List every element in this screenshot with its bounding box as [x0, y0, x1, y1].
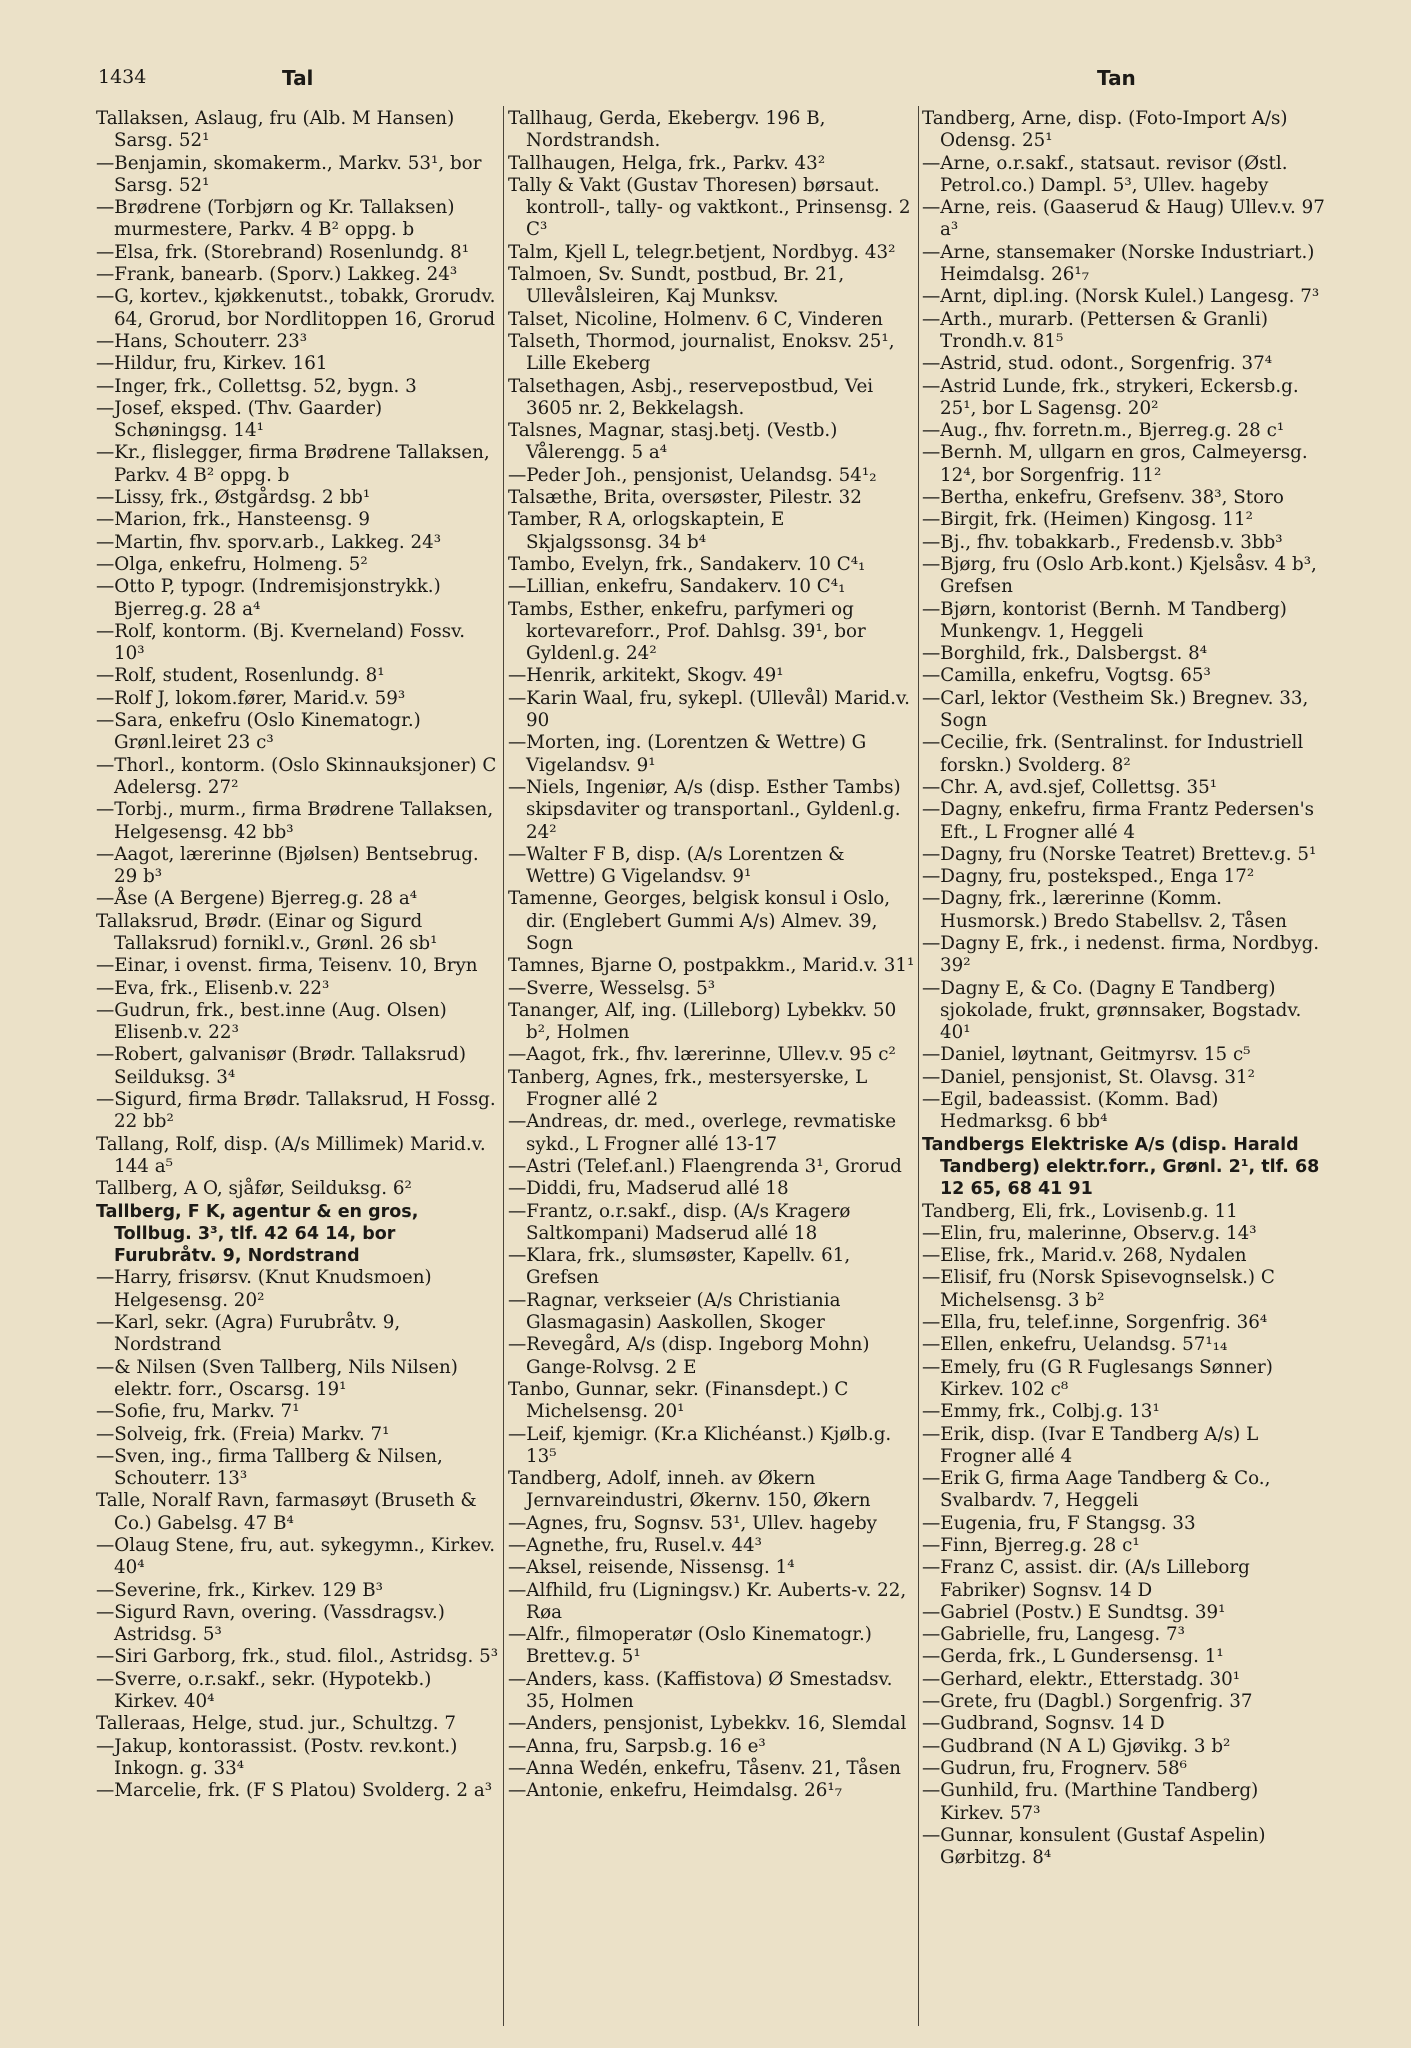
- directory-entry: —Camilla, enkefru, Vogtsg. 65³: [922, 665, 1211, 687]
- directory-entry: —Arth., murarb. (Pettersen & Granli) Trondh.v. 81⁵: [922, 308, 1268, 352]
- directory-entry: Tambs, Esther, enkefru, parfymeri og kortevareforr., Prof. Dahlsg. 39¹, bor Gyldenl.g. 24²: [508, 598, 866, 665]
- directory-entry: Talsethagen, Asbj., reservepostbud, Vei 3605 nr. 2, Bekkelagsh.: [508, 375, 874, 419]
- directory-entry: —Siri Garborg, frk., stud. filol., Astridsg. 5³: [96, 1646, 499, 1668]
- directory-entry: —Franz C, assist. dir. (A/s Lilleborg Fabriker) Sognsv. 14 D: [922, 1557, 1250, 1601]
- directory-entry: —Peder Joh., pensjonist, Uelandsg. 54¹₂: [508, 464, 877, 486]
- directory-entry: Tallhaugen, Helga, frk., Parkv. 43²: [508, 152, 826, 174]
- directory-entry: —Anna Wedén, enkefru, Tåsenv. 21, Tåsen: [508, 1757, 901, 1779]
- directory-entry: —Jakup, kontorassist. (Postv. rev.kont.) Inkogn. g. 33⁴: [96, 1735, 458, 1779]
- column-divider: [503, 106, 504, 2026]
- directory-entry: —Dagny E, & Co. (Dagny E Tandberg) sjokolade, frukt, grønnsaker, Bogstadv. 40¹: [922, 977, 1302, 1044]
- directory-entry: —Aagot, lærerinne (Bjølsen) Bentsebrug. 29 b³: [96, 843, 479, 888]
- directory-entry: —Gerhard, elektr., Etterstadg. 30¹: [922, 1668, 1241, 1690]
- column-1: [96, 108, 501, 2028]
- directory-entry: —Gudbrand (N A L) Gjøvikg. 3 b²: [922, 1735, 1231, 1757]
- directory-entry: —Cecilie, frk. (Sentralinst. for Industriell forskn.) Svolderg. 8²: [922, 732, 1304, 776]
- directory-entry: —Lillian, enkefru, Sandakerv. 10 C⁴₁: [508, 576, 846, 598]
- directory-entry: —Astrid, stud. odont., Sorgenfrig. 37⁴: [922, 353, 1273, 375]
- directory-entry: Talseth, Thormod, journalist, Enoksv. 25¹, Lille Ekeberg: [508, 330, 895, 375]
- directory-entry: —Gabrielle, fru, Langesg. 7³: [922, 1624, 1185, 1646]
- directory-entry: —Martin, fhv. sporv.arb., Lakkeg. 24³: [96, 531, 442, 553]
- directory-entry: —Solveig, frk. (Freia) Markv. 7¹: [96, 1423, 390, 1445]
- directory-entry: —Gudbrand, Sognsv. 14 D: [922, 1713, 1165, 1735]
- directory-entry: Talleraas, Helge, stud. jur., Schultzg. 7: [96, 1713, 456, 1735]
- directory-entry: —Ella, fru, telef.inne, Sorgenfrig. 36⁴: [922, 1312, 1268, 1334]
- directory-entry: —Frank, banearb. (Sporv.) Lakkeg. 24³: [96, 264, 458, 286]
- directory-entry: —Harry, frisørsv. (Knut Knudsmoen) Helgesensg. 20²: [96, 1267, 432, 1311]
- directory-entry: —Severine, frk., Kirkev. 129 B³: [96, 1579, 383, 1601]
- directory-entry: —Andreas, dr. med., overlege, revmatiske sykd., L Frogner allé 13-17: [508, 1111, 897, 1155]
- directory-entry: —Arne, reis. (Gaaserud & Haug) Ullev.v. 97 a³: [922, 197, 1325, 241]
- directory-entry: Tallhaug, Gerda, Ekebergv. 196 B, Nordstrandsh.: [508, 108, 826, 152]
- directory-entry: —Niels, Ingeniør, A/s (disp. Esther Tambs) skipsdaviter og transportanl., Gyldenl.g. 24²: [508, 776, 901, 843]
- directory-entry: —Anna, fru, Sarpsb.g. 16 e³: [508, 1735, 766, 1757]
- directory-entry: —Torbj., murm., firma Brødrene Tallaksen, Helgesensg. 42 bb³: [96, 799, 494, 843]
- column-divider: [918, 106, 919, 2026]
- directory-entry: —Frantz, o.r.sakf., disp. (A/s Kragerø Saltkompani) Madserud allé 18: [508, 1200, 851, 1244]
- directory-entry: —Brødrene (Torbjørn og Kr. Tallaksen) murmestere, Parkv. 4 B² oppg. b: [96, 197, 455, 241]
- directory-entry: —Morten, ing. (Lorentzen & Wettre) G Vigelandsv. 9¹: [508, 732, 867, 776]
- directory-entry: —Birgit, frk. (Heimen) Kingosg. 11²: [922, 509, 1253, 531]
- directory-entry: —Gunnar, konsulent (Gustaf Aspelin) Gørbitzg. 8⁴: [922, 1824, 1266, 1869]
- directory-entry: —G, kortev., kjøkkenutst., tobakk, Grorudv. 64, Grorud, bor Nordlitoppen 16, Grorud: [96, 286, 496, 330]
- directory-entry: —Erik G, firma Aage Tandberg & Co., Svalbardv. 7, Heggeli: [922, 1468, 1271, 1512]
- directory-entry: Tallaksrud, Brødr. (Einar og Sigurd Tallaksrud) fornikl.v., Grønl. 26 sb¹: [96, 910, 438, 954]
- directory-entry: —Eugenia, fru, F Stangsg. 33: [922, 1512, 1196, 1534]
- directory-entry: —Antonie, enkefru, Heimdalsg. 26¹₇: [508, 1780, 843, 1802]
- directory-entry: —Rolf, student, Rosenlundg. 8¹: [96, 665, 385, 687]
- directory-entry: Tananger, Alf, ing. (Lilleborg) Lybekkv. 50 b², Holmen: [508, 999, 897, 1044]
- directory-entry: —Sara, enkefru (Oslo Kinematogr.) Grønl.leiret 23 c³: [96, 710, 421, 754]
- directory-entry: Talset, Nicoline, Holmenv. 6 C, Vinderen: [508, 308, 883, 330]
- directory-entry: —Bjørn, kontorist (Bernh. M Tandberg) Munkengv. 1, Heggeli: [922, 598, 1287, 642]
- directory-entry: —Dagny, enkefru, firma Frantz Pedersen's Eft., L Frogner allé 4: [922, 799, 1315, 843]
- directory-entry: Tandberg, Arne, disp. (Foto-Import A/s) Odensg. 25¹: [922, 108, 1288, 152]
- directory-entry: —Olga, enkefru, Holmeng. 5²: [96, 553, 368, 575]
- directory-entry: Talle, Noralf Ravn, farmasøyt (Bruseth & Co.) Gabelsg. 47 B⁴: [96, 1490, 477, 1534]
- directory-entry: —Lissy, frk., Østgårdsg. 2 bb¹: [96, 487, 371, 509]
- directory-entry: —Marcelie, frk. (F S Platou) Svolderg. 2 a³: [96, 1780, 493, 1802]
- directory-entry: Tandbergs Elektriske A/s (disp. Harald Tandberg) elektr.forr., Grønl. 2¹, tlf. 68 12 65, 68 41 91: [922, 1134, 1320, 1200]
- directory-entry: —Sverre, o.r.sakf., sekr. (Hypotekb.) Kirkev. 40⁴: [96, 1668, 432, 1713]
- directory-entry: —Dagny, frk., lærerinne (Komm. Husmorsk.) Bredo Stabellsv. 2, Tåsen: [922, 888, 1287, 932]
- directory-entry: —Sverre, Wesselsg. 5³: [508, 977, 716, 999]
- right-guide-word: Tan: [1097, 66, 1136, 90]
- directory-entry: —Daniel, løytnant, Geitmyrsv. 15 c⁵: [922, 1044, 1251, 1066]
- directory-entry: —Sofie, fru, Markv. 7¹: [96, 1401, 300, 1423]
- directory-entry: —Diddi, fru, Madserud allé 18: [508, 1178, 789, 1200]
- directory-entry: —Dagny, fru, posteksped., Enga 17²: [922, 866, 1255, 888]
- directory-entry: —Arne, o.r.sakf., statsaut. revisor (Østl. Petrol.co.) Dampl. 5³, Ullev. hageby: [922, 152, 1288, 196]
- directory-entry: —Olaug Stene, fru, aut. sykegymn., Kirkev. 40⁴: [96, 1535, 496, 1579]
- directory-entry: Tamenne, Georges, belgisk konsul i Oslo, dir. (Englebert Gummi A/s) Almev. 39, Sogn: [508, 888, 891, 954]
- directory-entry: —Karl, sekr. (Agra) Furubråtv. 9, Nordstrand: [96, 1312, 401, 1356]
- directory-entry: —Marion, frk., Hansteensg. 9: [96, 509, 370, 531]
- directory-entry: —Dagny E, frk., i nedenst. firma, Nordbyg. 39²: [922, 932, 1320, 977]
- directory-entry: —Sven, ing., firma Tallberg & Nilsen, Schouterr. 13³: [96, 1445, 443, 1490]
- directory-entry: —Astri (Telef.anl.) Flaengrenda 3¹, Grorud: [508, 1155, 902, 1177]
- directory-entry: —Elin, fru, malerinne, Observ.g. 14³: [922, 1222, 1257, 1244]
- directory-entry: Tanbo, Gunnar, sekr. (Finansdept.) C Michelsensg. 20¹: [508, 1378, 849, 1423]
- directory-entry: —Egil, badeassist. (Komm. Bad) Hedmarksg. 6 bb⁴: [922, 1089, 1219, 1133]
- directory-entry: —Gabriel (Postv.) E Sundtsg. 39¹: [922, 1601, 1226, 1623]
- directory-entry: Tally & Vakt (Gustav Thoresen) børsaut. kontroll-, tally- og vaktkont., Prinsensg. 2 C³: [508, 174, 911, 241]
- directory-entry: —Grete, fru (Dagbl.) Sorgenfrig. 37: [922, 1691, 1253, 1713]
- directory-entry: —Elsa, frk. (Storebrand) Rosenlundg. 8¹: [96, 241, 470, 263]
- directory-entry: —Einar, i ovenst. firma, Teisenv. 10, Bryn: [96, 955, 478, 977]
- directory-entry: Tallang, Rolf, disp. (A/s Millimek) Marid.v. 144 a⁵: [96, 1133, 486, 1177]
- directory-entry: Tandberg, Adolf, inneh. av Økern Jernvareindustri, Økernv. 150, Økern: [508, 1468, 871, 1512]
- directory-entry: —Borghild, frk., Dalsbergst. 8⁴: [922, 643, 1208, 665]
- directory-entry: —Agnethe, fru, Rusel.v. 44³: [508, 1535, 763, 1556]
- directory-entry: —Gerda, frk., L Gundersensg. 1¹: [922, 1646, 1224, 1668]
- page-number: 1434: [98, 66, 147, 88]
- directory-entry: —Benjamin, skomakerm., Markv. 53¹, bor Sarsg. 52¹: [96, 152, 482, 196]
- directory-entry: —Walter F B, disp. (A/s Lorentzen & Wettre) G Vigelandsv. 9¹: [508, 843, 845, 888]
- directory-entry: —Alfhild, fru (Ligningsv.) Kr. Auberts-v. 22, Røa: [508, 1579, 907, 1623]
- directory-entry: —Alfr., filmoperatør (Oslo Kinematogr.) Brettev.g. 5¹: [508, 1624, 872, 1668]
- directory-entry: Tamnes, Bjarne O, postpakkm., Marid.v. 31¹: [508, 955, 915, 977]
- page-header: [0, 66, 1411, 96]
- directory-entry: —Hildur, fru, Kirkev. 161: [96, 353, 328, 375]
- directory-entry: —Ragnar, verkseier (A/s Christiania Glasmagasin) Aaskollen, Skoger: [508, 1289, 841, 1334]
- directory-entry: —Eva, frk., Elisenb.v. 22³: [96, 977, 330, 999]
- directory-entry: —Anders, pensjonist, Lybekkv. 16, Slemdal: [508, 1713, 907, 1735]
- directory-entry: —Bertha, enkefru, Grefsenv. 38³, Storo: [922, 487, 1284, 509]
- directory-entry: Tallberg, A O, sjåfør, Seilduksg. 6²: [96, 1178, 412, 1200]
- directory-entry: Talm, Kjell L, telegr.betjent, Nordbyg. 43²: [508, 241, 896, 263]
- directory-entry: —Otto P, typogr. (Indremisjonstrykk.) Bjerreg.g. 28 a⁴: [96, 576, 441, 620]
- directory-entry: —Aug., fhv. forretn.m., Bjerreg.g. 28 c¹: [922, 420, 1285, 442]
- column-3: [922, 108, 1326, 2028]
- directory-entry: —Astrid Lunde, frk., strykeri, Eckersb.g. 25¹, bor L Sagensg. 20²: [922, 375, 1299, 419]
- directory-entry: —Henrik, arkitekt, Skogv. 49¹: [508, 665, 784, 687]
- directory-entry: —Bernh. M, ullgarn en gros, Calmeyersg. 12⁴, bor Sorgenfrig. 11²: [922, 442, 1308, 486]
- directory-entry: —Bjørg, fru (Oslo Arb.kont.) Kjelsåsv. 4 b³, Grefsen: [922, 553, 1317, 598]
- directory-entry: —Inger, frk., Collettsg. 52, bygn. 3: [96, 375, 417, 397]
- directory-entry: —Sigurd Ravn, overing. (Vassdragsv.) Astridsg. 5³: [96, 1601, 445, 1646]
- directory-entry: Talsæthe, Brita, oversøster, Pilestr. 32: [508, 487, 862, 509]
- column-2: [508, 108, 916, 2028]
- directory-entry: Talmoen, Sv. Sundt, postbud, Br. 21, Ullevålsleiren, Kaj Munksv.: [508, 264, 845, 308]
- directory-entry: —Chr. A, avd.sjef, Collettsg. 35¹: [922, 776, 1218, 798]
- directory-entry: —Revegård, A/s (disp. Ingeborg Mohn) Gange-Rolvsg. 2 E: [508, 1334, 870, 1378]
- directory-entry: —Ellen, enkefru, Uelandsg. 57¹₁₄: [922, 1334, 1228, 1356]
- directory-entry: —Aksel, reisende, Nissensg. 1⁴: [508, 1557, 795, 1579]
- directory-entry: Tanberg, Agnes, frk., mestersyerske, L Frogner allé 2: [508, 1066, 868, 1111]
- directory-entry: —Rolf J, lokom.fører, Marid.v. 59³: [96, 687, 406, 709]
- directory-entry: —Hans, Schouterr. 23³: [96, 330, 308, 352]
- directory-entry: —Daniel, pensjonist, St. Olavsg. 31²: [922, 1066, 1255, 1088]
- directory-entry: —Kr., flislegger, firma Brødrene Tallaksen, Parkv. 4 B² oppg. b: [96, 442, 490, 486]
- directory-entry: Tambo, Evelyn, frk., Sandakerv. 10 C⁴₁: [508, 553, 866, 575]
- directory-entry: —Anders, kass. (Kaffistova) Ø Smestadsv. 35, Holmen: [508, 1668, 893, 1713]
- directory-entry: —Leif, kjemigr. (Kr.a Klichéanst.) Kjølb.g. 13⁵: [508, 1423, 892, 1467]
- directory-entry: —Arne, stansemaker (Norske Industriart.) Heimdalsg. 26¹₇: [922, 241, 1315, 286]
- directory-entry: —Klara, frk., slumsøster, Kapellv. 61, Grefsen: [508, 1245, 851, 1289]
- left-guide-word: Tal: [282, 66, 314, 90]
- directory-entry: —Åse (A Bergene) Bjerreg.g. 28 a⁴: [96, 888, 418, 910]
- directory-entry: —Aagot, frk., fhv. lærerinne, Ullev.v. 95 c²: [508, 1044, 896, 1066]
- directory-entry: —Sigurd, firma Brødr. Tallaksrud, H Fossg. 22 bb²: [96, 1089, 496, 1133]
- directory-entry: —Thorl., kontorm. (Oslo Skinnauksjoner) C Adelersg. 27²: [96, 754, 497, 798]
- directory-entry: —Gunhild, fru. (Marthine Tandberg) Kirkev. 57³: [922, 1780, 1259, 1824]
- directory-entry: —Agnes, fru, Sognsv. 53¹, Ullev. hageby: [508, 1512, 877, 1534]
- directory-entry: —Gudrun, fru, Frognerv. 58⁶: [922, 1757, 1188, 1779]
- directory-entry: —Elise, frk., Marid.v. 268, Nydalen: [922, 1245, 1247, 1267]
- directory-entry: —Emmy, frk., Colbj.g. 13¹: [922, 1401, 1160, 1423]
- directory-entry: Tallaksen, Aslaug, fru (Alb. M Hansen) Sarsg. 52¹: [96, 108, 455, 152]
- directory-entry: —Bj., fhv. tobakkarb., Fredensb.v. 3bb³: [922, 531, 1283, 553]
- directory-entry: —Emely, fru (G R Fuglesangs Sønner) Kirkev. 102 c⁸: [922, 1356, 1273, 1400]
- directory-entry: —Karin Waal, fru, sykepl. (Ullevål) Marid.v. 90: [508, 687, 910, 732]
- directory-entry: —Carl, lektor (Vestheim Sk.) Bregnev. 33, Sogn: [922, 687, 1309, 732]
- directory-entry: Tamber, R A, orlogskaptein, E Skjalgssonsg. 34 b⁴: [508, 509, 785, 553]
- directory-entry: Talsnes, Magnar, stasj.betj. (Vestb.) Vålerengg. 5 a⁴: [508, 420, 838, 464]
- directory-entry: —Arnt, dipl.ing. (Norsk Kulel.) Langesg. 7³: [922, 286, 1320, 308]
- directory-entry: —Dagny, fru (Norske Teatret) Brettev.g. 5¹: [922, 843, 1317, 865]
- directory-entry: Tandberg, Eli, frk., Lovisenb.g. 11: [922, 1200, 1238, 1222]
- directory-entry: —Elisif, fru (Norsk Spisevognselsk.) C Michelsensg. 3 b²: [922, 1267, 1275, 1311]
- directory-entry: —& Nilsen (Sven Tallberg, Nils Nilsen) elektr. forr., Oscarsg. 19¹: [96, 1356, 458, 1400]
- directory-entry: —Rolf, kontorm. (Bj. Kverneland) Fossv. 10³: [96, 620, 466, 665]
- directory-entry: Tallberg, F K, agentur & en gros, Tollbug. 3³, tlf. 42 64 14, bor Furubråtv. 9, Nordstrand: [96, 1201, 419, 1267]
- directory-entry: —Finn, Bjerreg.g. 28 c¹: [922, 1535, 1140, 1556]
- directory-entry: —Josef, eksped. (Thv. Gaarder) Schøningsg. 14¹: [96, 397, 383, 442]
- directory-entry: —Robert, galvanisør (Brødr. Tallaksrud) Seilduksg. 3⁴: [96, 1044, 466, 1088]
- directory-entry: —Erik, disp. (Ivar E Tandberg A/s) L Frogner allé 4: [922, 1423, 1259, 1467]
- directory-entry: —Gudrun, frk., best.inne (Aug. Olsen) Elisenb.v. 22³: [96, 999, 447, 1044]
